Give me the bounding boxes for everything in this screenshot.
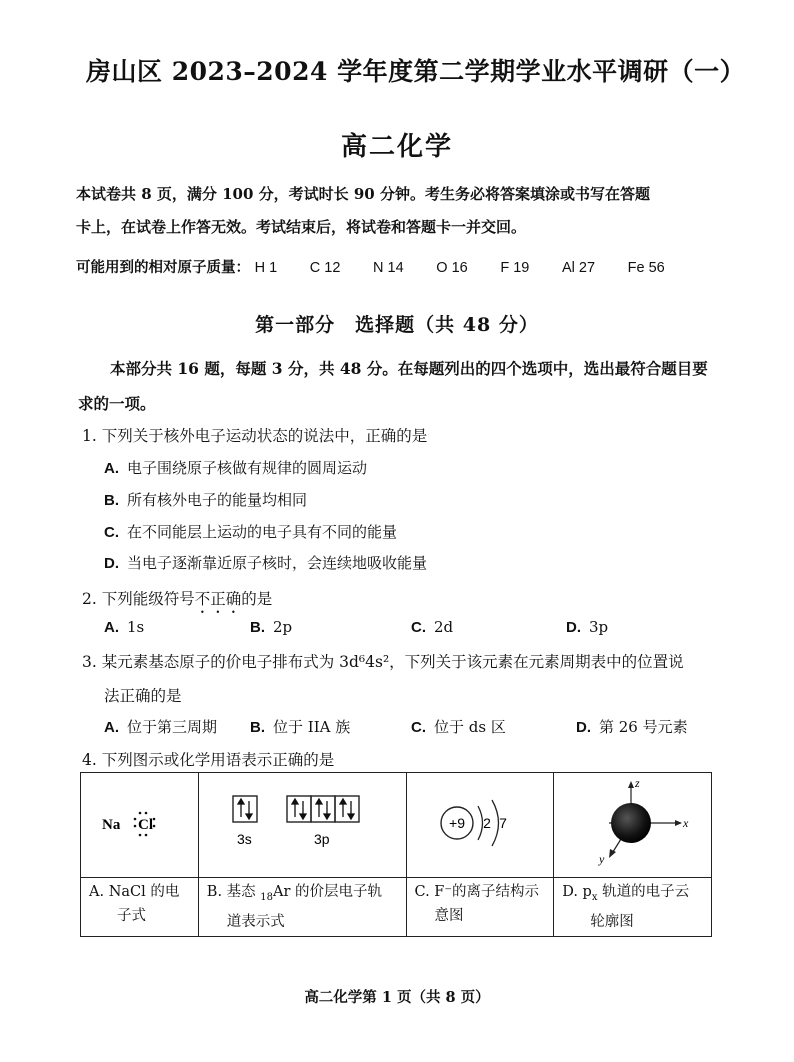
atomic-mass-c: C 12 — [309, 260, 341, 276]
q4-caption-row — [81, 878, 712, 937]
fig-b-3p-box-3 — [335, 796, 359, 822]
q1-option-a-letter: A. — [104, 460, 119, 477]
q1-option-d-text: 当电子逐渐靠近原子核时，会连续地吸收能量 — [127, 554, 428, 572]
fig-a-na-symbol: Na — [102, 817, 121, 833]
atomic-mass-h: H 1 — [254, 260, 278, 276]
atomic-mass-line — [76, 256, 665, 277]
q2-option-a-letter: A. — [104, 619, 119, 636]
q2-option-c-letter: C. — [411, 619, 426, 636]
q4-figure-table — [80, 772, 712, 937]
q4-caption-a — [81, 878, 199, 937]
caption-d-post: 轨道的电子云 — [597, 884, 690, 900]
q3-option-c — [411, 716, 506, 737]
exam-title: 房山区 2023–2024 学年度第二学期学业水平调研（一） — [86, 57, 746, 86]
caption-c-line-1: C. F⁻的离子结构示 — [414, 884, 540, 900]
q3-stem-line-2: 法正确的是 — [104, 687, 182, 705]
q3-stem-line-1: 3. 某元素基态原子的价电子排布式为 3d⁶4s²，下列关于该元素在元素周期表中的位置说 — [82, 653, 684, 671]
q4-fig-d — [554, 773, 712, 878]
fig-d-x-label: x — [682, 816, 688, 830]
q2-option-d — [566, 618, 608, 636]
q3-option-b-text: 位于 IIA 族 — [273, 718, 351, 736]
q3-option-d — [576, 716, 688, 737]
q3-option-c-letter: C. — [411, 719, 426, 736]
q1-option-a — [104, 457, 367, 478]
q3-option-a-text: 位于第三周期 — [127, 718, 218, 736]
q2-stem-pre: 2. 下列能级符号 — [82, 590, 195, 608]
atomic-mass-al: Al 27 — [561, 260, 596, 276]
px-orbital-cloud-diagram — [573, 775, 693, 871]
atomic-mass-n: N 14 — [373, 260, 404, 276]
caption-d-subscript: x — [591, 891, 598, 903]
caption-b-line-2: 道表示式 — [226, 913, 285, 930]
atomic-mass-f: F 19 — [500, 260, 530, 276]
caption-d-pre: D. p — [562, 884, 592, 900]
q1-option-c — [104, 521, 397, 542]
q2-option-b-text: 2p — [273, 618, 293, 636]
q4-figure-row — [81, 773, 712, 878]
fig-b-3s-box — [233, 796, 257, 822]
atomic-mass-o: O 16 — [436, 260, 468, 276]
q2-option-d-letter: D. — [566, 619, 581, 636]
caption-a-line-2: 子式 — [117, 908, 146, 924]
q4-fig-b — [198, 773, 406, 878]
q3-option-d-text: 第 26 号元素 — [599, 718, 688, 736]
fig-a-cl-symbol: Cl — [138, 817, 154, 833]
fig-b-3p-box-1 — [287, 796, 311, 822]
q3-option-c-text: 位于 ds 区 — [434, 718, 506, 736]
q1-option-d — [104, 552, 427, 573]
part1-title: 第一部分 选择题（共 48 分） — [255, 314, 539, 336]
fig-c-shell-2-count: 7 — [498, 815, 507, 831]
q2-stem-emphasis: 不正确 — [194, 590, 242, 608]
subject-title: 高二化学 — [340, 132, 453, 162]
q2-stem-post: 的是 — [241, 590, 273, 608]
fig-c-shell-2-arc — [492, 800, 499, 846]
q4-caption-c — [406, 878, 554, 937]
q2-stem — [82, 587, 272, 617]
part1-desc-line-2: 求的一项。 — [78, 394, 156, 413]
fig-b-spin-arrows — [238, 799, 354, 819]
q4-caption-b — [198, 878, 406, 937]
caption-d-line-2: 轮廓图 — [590, 913, 634, 930]
q2-option-b — [250, 618, 292, 636]
q1-option-b-text: 所有核外电子的能量均相同 — [127, 491, 308, 509]
fluoride-ion-structure-diagram — [425, 788, 535, 858]
atomic-mass-label: 可能用到的相对原子质量： — [76, 259, 250, 276]
q1-option-b-letter: B. — [104, 492, 119, 509]
fig-c-nucleus-charge: +9 — [448, 815, 465, 831]
q4-fig-c — [406, 773, 554, 878]
caption-b-pre: B. 基态 — [206, 884, 261, 900]
q1-option-c-letter: C. — [104, 524, 119, 541]
fig-b-3p-box-2 — [311, 796, 335, 822]
q2-option-c-text: 2d — [434, 618, 454, 636]
fig-c-shell-1-count: 2 — [482, 815, 491, 831]
instructions-line-1: 本试卷共 8 页，满分 100 分，考试时长 90 分钟。考生务必将答案填涂或书写在答题 — [76, 185, 650, 203]
fig-d-y-label: y — [598, 852, 604, 866]
caption-a-line-1: A. NaCl 的电 — [89, 884, 180, 900]
q4-fig-a — [81, 773, 199, 878]
q2-option-b-letter: B. — [250, 619, 265, 636]
q1-option-a-text: 电子围绕原子核做有规律的圆周运动 — [127, 459, 368, 477]
q2-option-a — [104, 618, 144, 636]
q1-option-b — [104, 489, 307, 510]
page-footer: 高二化学第 1 页（共 8 页） — [304, 989, 490, 1006]
q3-option-a-letter: A. — [104, 719, 119, 736]
fig-d-z-label: z — [634, 776, 640, 790]
q2-option-c — [411, 618, 453, 636]
fig-c-shell-1-arc — [478, 806, 483, 840]
fig-b-3s-label: 3s — [237, 831, 252, 847]
caption-d-line-1 — [562, 880, 703, 910]
atomic-mass-fe: Fe 56 — [627, 260, 665, 276]
q3-option-a — [104, 716, 217, 737]
q4-stem: 4. 下列图示或化学用语表示正确的是 — [82, 751, 335, 769]
q1-option-d-letter: D. — [104, 555, 119, 572]
caption-b-line-1 — [207, 880, 398, 910]
fig-d-electron-cloud — [611, 803, 651, 843]
caption-b-subscript: 18 — [260, 891, 274, 903]
fig-b-3p-label: 3p — [314, 831, 330, 847]
q3-option-d-letter: D. — [576, 719, 591, 736]
instructions-line-2: 卡上，在试卷上作答无效。考试结束后，将试卷和答题卡一并交回。 — [76, 218, 527, 236]
q4-caption-d — [554, 878, 712, 937]
q1-stem: 1. 下列关于核外电子运动状态的说法中，正确的是 — [82, 427, 428, 445]
caption-b-post: Ar 的价层电子轨 — [273, 884, 383, 900]
q2-option-d-text: 3p — [589, 618, 609, 636]
q1-option-c-text: 在不同能层上运动的电子具有不同的能量 — [127, 523, 398, 541]
q2-option-a-text: 1s — [127, 618, 145, 636]
q3-option-b-letter: B. — [250, 719, 265, 736]
caption-c-line-2: 意图 — [434, 908, 464, 924]
nacl-electron-dot-diagram — [94, 803, 184, 843]
q3-option-b — [250, 716, 350, 737]
argon-orbital-diagram — [217, 790, 387, 856]
part1-desc-line-1: 本部分共 16 题，每题 3 分，共 48 分。在每题列出的四个选项中，选出最符合题目要 — [110, 359, 708, 378]
